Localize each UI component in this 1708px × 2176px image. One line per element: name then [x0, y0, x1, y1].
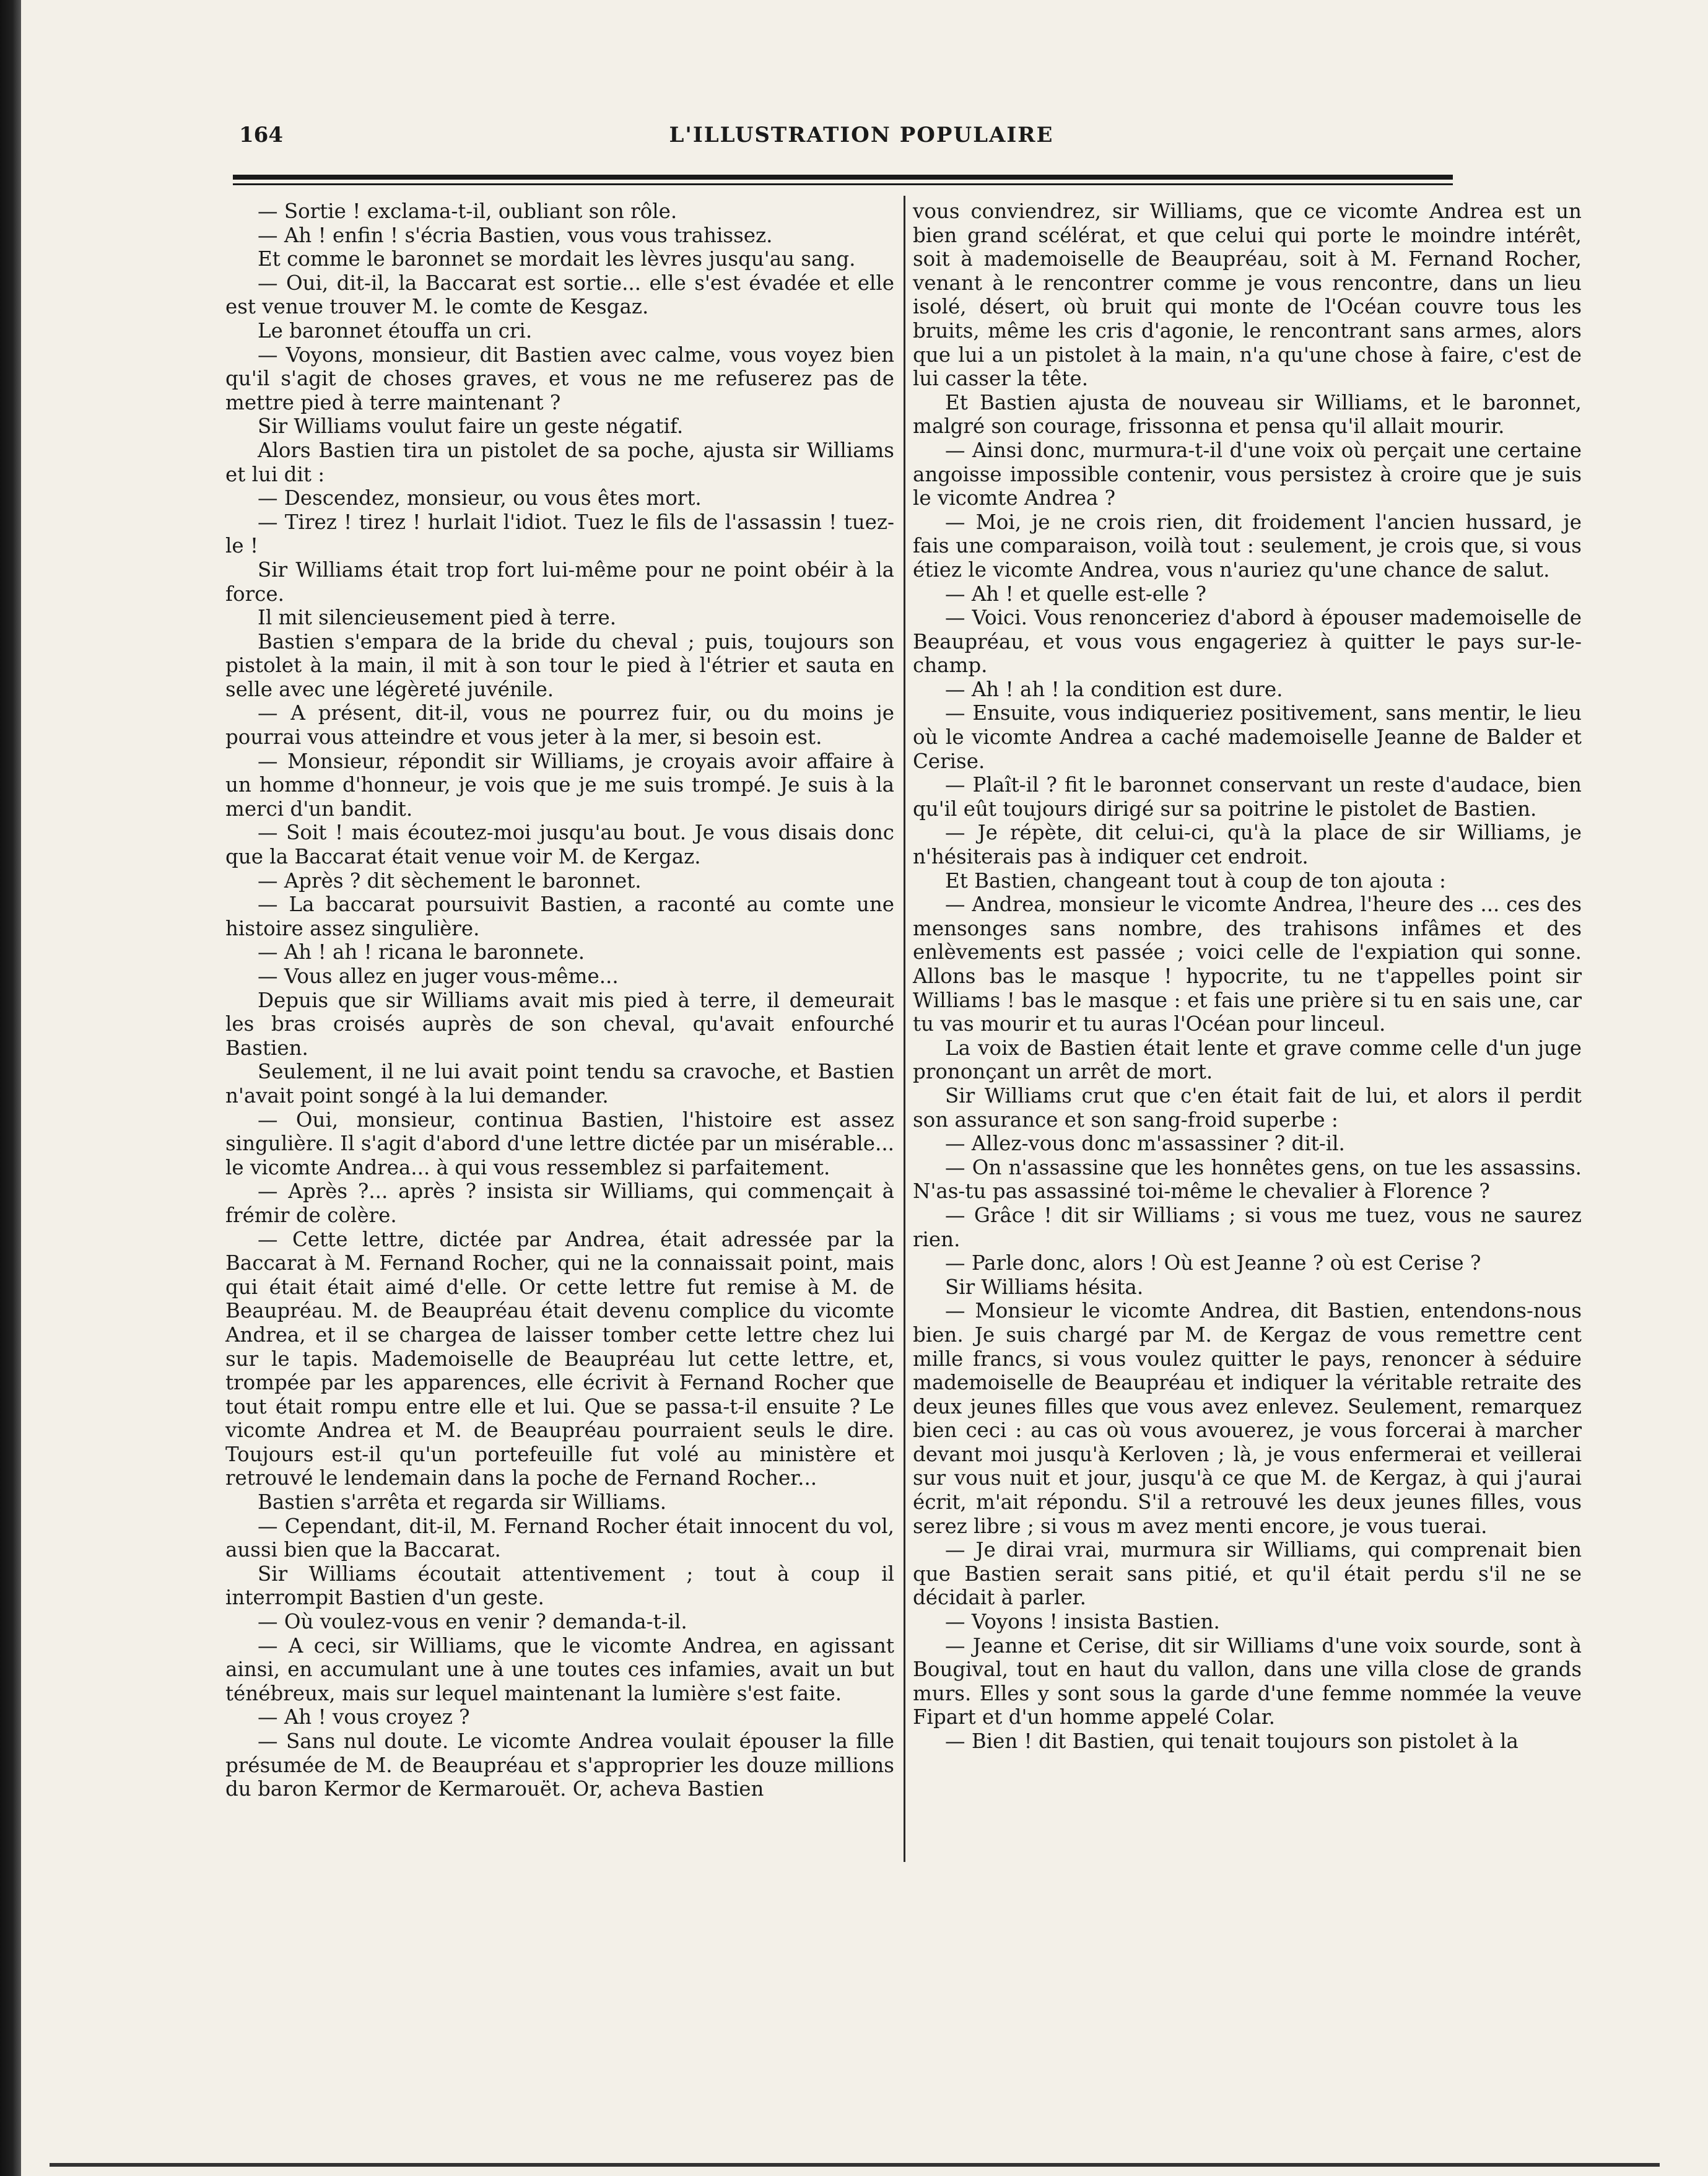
paragraph: — Andrea, monsieur le vicomte Andrea, l'heure des ... ces des mensonges sans nombre, des trahisons infâmes et des enlèvements est passée ; voici celle de l'expiation qui sonne. Allons bas le masque ! hypocrite, tu ne t'appelles point sir Williams ! bas le masque : et fais une prière si tu en sais une, car tu vas mourir et tu auras l'Océan pour linceul. [913, 893, 1582, 1036]
paragraph: vous conviendrez, sir Williams, que ce vicomte Andrea est un bien grand scélérat, et que celui qui porte le moindre intérêt, soit à mademoiselle de Beaupréau, soit à M. Fernand Rocher, venant à le rencontrer comme je vous rencontre, dans un lieu isolé, désert, où bruit qui monte de l'Océan couvre tous les bruits, même les cris d'agonie, le rencontrant sans armes, alors que lui a un pistolet à la main, n'a qu'une chose à faire, c'est de lui casser la tête. [913, 199, 1582, 391]
right-text-column [913, 199, 1582, 1754]
paragraph: — Oui, monsieur, continua Bastien, l'histoire est assez singulière. Il s'agit d'abord d'une lettre dictée par un misérable... le vicomte Andrea... à qui vous ressemblez si parfaitement. [225, 1108, 894, 1179]
paragraph: — Sortie ! exclama-t-il, oubliant son rôle. [258, 199, 678, 223]
paragraph: — Voyons, monsieur, dit Bastien avec calme, vous voyez bien qu'il s'agit de choses graves, et vous ne me refuserez pas de mettre pied à terre maintenant ? [225, 343, 894, 414]
paragraph: — A présent, dit-il, vous ne pourrez fuir, ou du moins je pourrai vous atteindre et vous jeter à la mer, si besoin est. [225, 701, 894, 749]
paragraph: Et comme le baronnet se mordait les lèvres jusqu'au sang. [258, 247, 856, 271]
paragraph: Seulement, il ne lui avait point tendu sa cravoche, et Bastien n'avait point songé à la lui demander. [225, 1060, 894, 1108]
column-divider [904, 196, 905, 1862]
paragraph: — Monsieur, répondit sir Williams, je croyais avoir affaire à un homme d'honneur, je vois que je me suis trompé. Je suis à la merci d'un bandit. [225, 749, 894, 821]
paragraph: — Plaît-il ? fit le baronnet conservant un reste d'audace, bien qu'il eût toujours dirigé sur sa poitrine le pistolet de Bastien. [913, 773, 1582, 821]
paragraph: — Voici. Vous renonceriez d'abord à épouser mademoiselle de Beaupréau, et vous vous engageriez à quitter le pays sur-le-champ. [913, 606, 1582, 678]
paragraph: La voix de Bastien était lente et grave comme celle d'un juge prononçant un arrêt de mort. [913, 1036, 1582, 1084]
paragraph: — Vous allez en juger vous-même... [258, 964, 619, 988]
paragraph: — Moi, je ne crois rien, dit froidement l'ancien hussard, je fais une comparaison, voilà tout : seulement, je crois que, si vous étiez le vicomte Andrea, vous n'auriez qu'une chance de salut. [913, 510, 1582, 582]
paragraph: — Descendez, monsieur, ou vous êtes mort. [258, 486, 702, 510]
paragraph: — Jeanne et Cerise, dit sir Williams d'une voix sourde, sont à Bougival, tout en haut du vallon, dans une villa close de grands murs. Elles y sont sous la garde d'une femme nommée la veuve Fipart et d'un homme appelé Colar. [913, 1633, 1582, 1729]
paragraph: — Ah ! enfin ! s'écria Bastien, vous vous trahissez. [258, 223, 773, 247]
paragraph: — Après ? dit sèchement le baronnet. [258, 868, 642, 893]
running-title: L'ILLUSTRATION POPULAIRE [669, 123, 1054, 147]
paragraph: Alors Bastien tira un pistolet de sa poche, ajusta sir Williams et lui dit : [225, 438, 894, 486]
paragraph: Sir Williams était trop fort lui-même pour ne point obéir à la force. [225, 557, 894, 606]
paragraph: — La baccarat poursuivit Bastien, a raconté au comte une histoire assez singulière. [225, 893, 894, 940]
paragraph: — Cependant, dit-il, M. Fernand Rocher était innocent du vol, aussi bien que la Baccarat. [225, 1514, 894, 1562]
paragraph: — Soit ! mais écoutez-moi jusqu'au bout. Je vous disais donc que la Baccarat était venue voir M. de Kergaz. [225, 821, 894, 869]
paragraph: — Où voulez-vous en venir ? demanda-t-il. [258, 1610, 687, 1634]
paragraph: Et Bastien ajusta de nouveau sir Williams, et le baronnet, malgré son courage, frissonna et pensa qu'il allait mourir. [913, 390, 1582, 439]
left-text-column [225, 199, 894, 1801]
paragraph: Il mit silencieusement pied à terre. [258, 606, 617, 630]
paragraph: Depuis que sir Williams avait mis pied à terre, il demeurait les bras croisés auprès de son cheval, qu'avait enfourché Bastien. [225, 988, 894, 1060]
paragraph: Et Bastien, changeant tout à coup de ton ajouta : [945, 868, 1446, 893]
paragraph: Sir Williams voulut faire un geste négatif. [258, 414, 684, 439]
paragraph: Bastien s'empara de la bride du cheval ; puis, toujours son pistolet à la main, il mit à son tour le pied à l'étrier et sauta en selle avec une légèreté juvénile. [225, 629, 894, 701]
paragraph: Bastien s'arrêta et regarda sir Williams. [258, 1490, 667, 1514]
bottom-edge-rule [50, 2163, 1660, 2167]
paragraph: — Cette lettre, dictée par Andrea, était adressée par la Baccarat à M. Fernand Rocher, qui ne la connaissait point, mais qui était était aimé d'elle. Or cette lettre fut remise à M. de Beaupréau. M. de Beaupréau était devenu complice du vicomte Andrea, et il se chargea de laisser tomber cette lettre chez lui sur le tapis. Mademoiselle de Beaupréau lut cette lettre, et, trompée par les apparences, elle écrivit à Fernand Rocher que tout était rompu entre elle et lui. Que se passa-t-il ensuite ? Le vicomte Andrea et M. de Beaupréau pourraient seuls le dire. Toujours est-il qu'un portefeuille fut volé au ministère et retrouvé le lendemain dans la poche de Fernand Rocher... [225, 1227, 894, 1490]
paragraph: — Bien ! dit Bastien, qui tenait toujours son pistolet à la [945, 1729, 1518, 1753]
page-number: 164 [239, 123, 283, 147]
paragraph: — Oui, dit-il, la Baccarat est sortie... elle s'est évadée et elle est venue trouver M. le comte de Kesgaz. [225, 271, 894, 319]
paragraph: — On n'assassine que les honnêtes gens, on tue les assassins. N'as-tu pas assassiné toi-même le chevalier à Florence ? [913, 1155, 1582, 1204]
paragraph: — Sans nul doute. Le vicomte Andrea voulait épouser la fille présumée de M. de Beaupréau et s'approprier les douze millions du baron Kermor de Kermarouët. Or, acheva Bastien [225, 1729, 894, 1801]
paragraph: — Je dirai vrai, murmura sir Williams, qui comprenait bien que Bastien serait sans pitié, et qu'il était perdu s'il ne se décidait à parler. [913, 1538, 1582, 1610]
paragraph: Sir Williams écoutait attentivement ; tout à coup il interrompit Bastien d'un geste. [225, 1562, 894, 1610]
paragraph: — Parle donc, alors ! Où est Jeanne ? où est Cerise ? [945, 1251, 1481, 1275]
paragraph: Sir Williams hésita. [945, 1275, 1144, 1299]
paragraph: — Je répète, dit celui-ci, qu'à la place de sir Williams, je n'hésiterais pas à indiquer cet endroit. [913, 821, 1582, 869]
paragraph: — Voyons ! insista Bastien. [945, 1610, 1220, 1634]
paragraph: — Après ?... après ? insista sir Williams, qui commençait à frémir de colère. [225, 1179, 894, 1227]
header-rule-thin [233, 183, 1453, 185]
paragraph: — Ah ! ah ! la condition est dure. [945, 677, 1283, 701]
page-spine-shadow [0, 0, 21, 2176]
paragraph: — Monsieur le vicomte Andrea, dit Bastien, entendons-nous bien. Je suis chargé par M. de Kergaz de vous remettre cent mille francs, si vous voulez quitter le pays, renoncer à séduire mademoiselle de Beaupréau et indiquer la véritable retraite des deux jeunes filles que vous avez enlevez. Seulement, remarquez bien ceci : au cas où vous avouerez, je vous forcerai à marcher devant moi jusqu'à Kerloven ; là, je vous enfermerai et veillerai sur vous nuit et jour, jusqu'à ce que M. de Kergaz, à qui j'aurai écrit, m'ait répondu. S'il a retrouvé les deux jeunes filles, vous serez libre ; si vous m avez menti encore, je vous tuerai. [913, 1299, 1582, 1538]
paragraph: — Ensuite, vous indiqueriez positivement, sans mentir, le lieu où le vicomte Andrea a caché mademoiselle Jeanne de Balder et Cerise. [913, 701, 1582, 773]
paragraph: — Ah ! vous croyez ? [258, 1705, 470, 1729]
page-header [239, 123, 1484, 154]
paragraph: — Grâce ! dit sir Williams ; si vous me tuez, vous ne saurez rien. [913, 1203, 1582, 1251]
paragraph: Le baronnet étouffa un cri. [258, 318, 533, 343]
paragraph: — Tirez ! tirez ! hurlait l'idiot. Tuez le fils de l'assassin ! tuez-le ! [225, 510, 894, 558]
header-rule-thick [233, 175, 1453, 180]
paragraph: Sir Williams crut que c'en était fait de lui, et alors il perdit son assurance et son sang-froid superbe : [913, 1083, 1582, 1132]
paragraph: — A ceci, sir Williams, que le vicomte Andrea, en agissant ainsi, en accumulant une à une toutes ces infamies, avait un but ténébreux, mais sur lequel maintenant la lumière s'est faite. [225, 1633, 894, 1705]
paragraph: — Allez-vous donc m'assassiner ? dit-il. [945, 1132, 1345, 1156]
paragraph: — Ainsi donc, murmura-t-il d'une voix où perçait une certaine angoisse impossible contenir, vous persistez à croire que je suis le vicomte Andrea ? [913, 438, 1582, 510]
paragraph: — Ah ! ah ! ricana le baronnete. [258, 940, 585, 964]
paragraph: — Ah ! et quelle est-elle ? [945, 582, 1206, 606]
